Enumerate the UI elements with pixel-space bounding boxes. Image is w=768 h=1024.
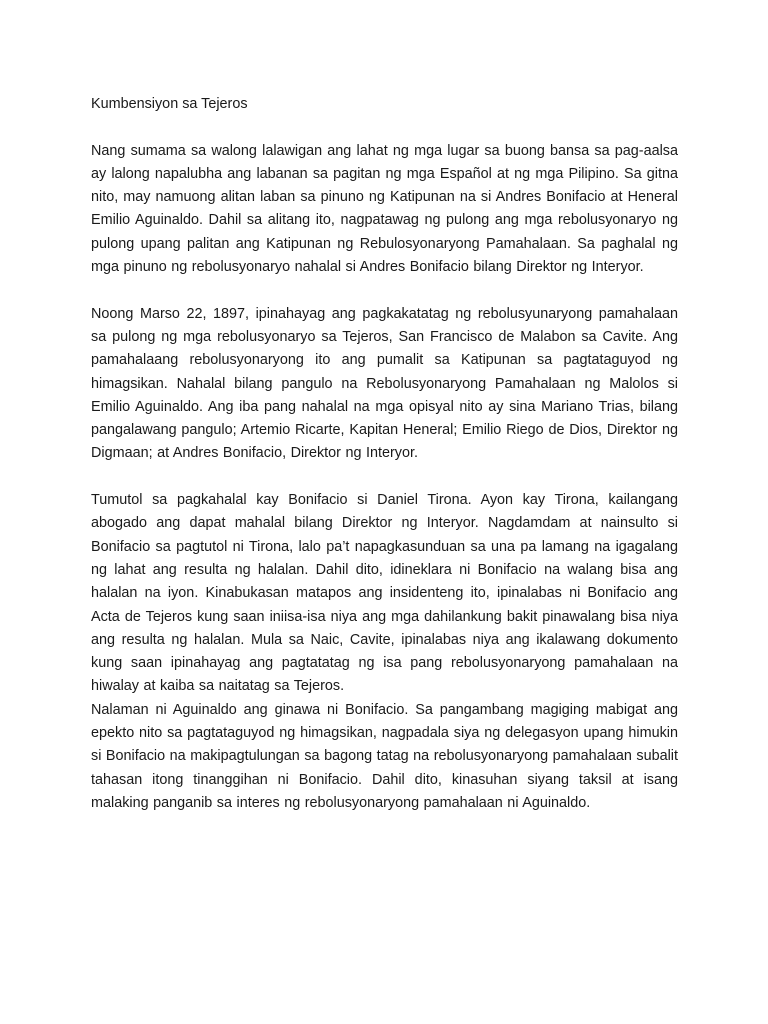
paragraph-2: Noong Marso 22, 1897, ipinahayag ang pagkakatatag ng rebolusyunaryong pamahalaan sa pulong ng mga rebolusyonaryo sa Tejeros, San Francisco de Malabon sa Cavite. Ang pamahalaang rebolusyonaryong ito ang pumalit sa Katipunan sa pagtataguyod ng himagsikan. Nahalal bilang pangulo na Rebolusyonaryong Pamahalaan ng Malolos si Emilio Aguinaldo. Ang iba pang nahalal na mga opisyal nito ay sina Mariano Trias, bilang pangalawang pangulo; Artemio Ricarte, Kapitan Heneral; Emilio Riego de Dios, Direktor ng Digmaan; at Andres Bonifacio, Direktor ng Interyor.	[91, 305, 678, 462]
document-title: Kumbensiyon sa Tejeros	[91, 96, 248, 112]
paragraph-4: Nalaman ni Aguinaldo ang ginawa ni Bonifacio. Sa pangambang magiging mabigat ang epekto nito sa pagtataguyod ng himagsikan, nagpadala siya ng delegasyon upang himukin si Bonifacio na makipagtulungan sa bagong tatag na rebolusyonaryong pamahalaan subalit tahasan itong tinanggihan ni Bonifacio. Dahil dito, kinasuhan siyang taksil at isang malaking panganib sa interes ng rebolusyonaryong pamahalaan ni Aguinaldo.	[91, 701, 678, 811]
paragraph-3: Tumutol sa pagkahalal kay Bonifacio si Daniel Tirona. Ayon kay Tirona, kailangang abogado ang dapat mahalal bilang Direktor ng Interyor. Nagdamdam at nainsulto si Bonifacio sa pagtutol ni Tirona, lalo pa’t napagkasunduan sa una pa lamang na igagalang ng lahat ang resulta ng halalan. Dahil dito, idineklara ni Bonifacio na walang bisa ang halalan na iyon. Kinabukasan matapos ang insidenteng ito, ipinalabas ni Bonifacio ang Acta de Tejeros kung saan iniisa-isa niya ang mga dahilankung bakit pinawalang bisa niya ang resulta ng halalan. Mula sa Naic, Cavite, ipinalabas niya ang ikalawang dokumento kung saan ipinahayag ang pagtatatag ng isa pang rebolusyonaryong pamahalaan na hiwalay at kaiba sa naitatag sa Tejeros.	[91, 492, 678, 695]
document-page	[91, 93, 678, 815]
paragraph-1: Nang sumama sa walong lalawigan ang lahat ng mga lugar sa buong bansa sa pag-aalsa ay lalong napalubha ang labanan sa pagitan ng mga Español at ng mga Pilipino. Sa gitna nito, may namuong alitan laban sa pinuno ng Katipunan na si Andres Bonifacio at Heneral Emilio Aguinaldo. Dahil sa alitang ito, nagpatawag ng pulong ang mga rebolusyonaryo ng pulong upang palitan ang Katipunan ng Rebulosyonaryong Pamahalaan. Sa paghalal ng mga pinuno ng rebolusyonaryo nahalal si Andres Bonifacio bilang Direktor ng Interyor.	[91, 142, 678, 276]
